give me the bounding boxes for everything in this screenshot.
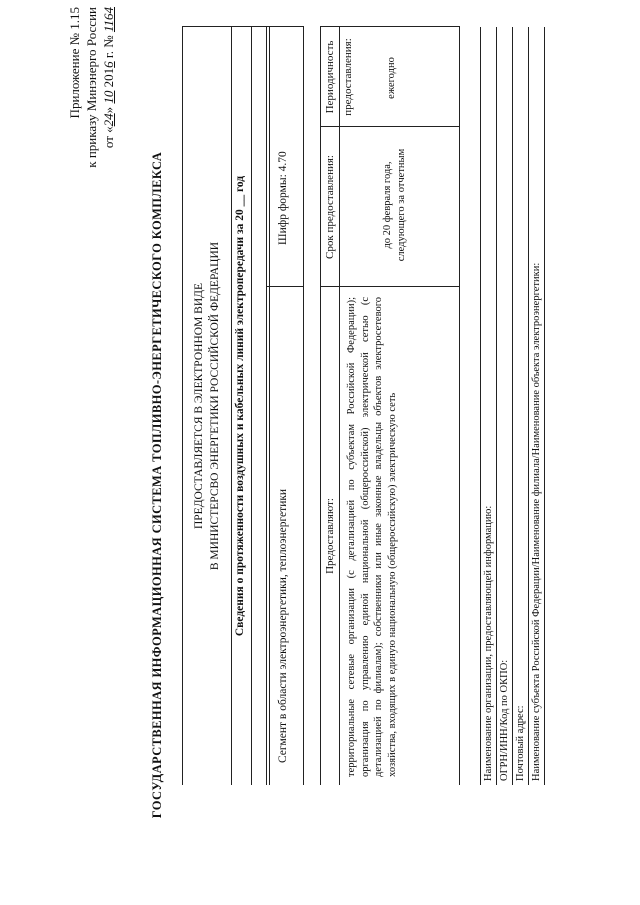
column-divider-2	[321, 126, 459, 127]
header-providers: Предоставляют:	[321, 287, 340, 785]
submit-block	[182, 26, 270, 785]
appendix-year-digit: 6	[101, 61, 116, 68]
deadline-text: до 20 февраля года, следующего за отчетным	[382, 148, 407, 262]
appendix-month: 10	[101, 90, 116, 104]
appendix-header	[66, 7, 117, 197]
appendix-day: 24	[101, 113, 116, 127]
appendix-line-2: к приказу Минэнерго России	[84, 7, 99, 168]
main-title: ГОСУДАРСТВЕННАЯ ИНФОРМАЦИОННАЯ СИСТЕМА ТОПЛИВНО-ЭНЕРГЕТИЧЕСКОГО КОМПЛЕКСА	[150, 151, 164, 819]
appendix-number-label: г. №	[101, 32, 116, 62]
organization-info	[480, 27, 545, 785]
submit-line-1: ПРЕДОСТАВЛЯЕТСЯ В ЭЛЕКТРОННОМ ВИДЕ	[193, 282, 205, 530]
header-period: Периодичность предоставления:	[321, 27, 340, 127]
segment-text: Сегмент в области электроэнергетики, теплоэнергетики	[277, 488, 289, 763]
period-text: ежегодно	[386, 57, 397, 99]
appendix-date-close: »	[101, 103, 116, 114]
appendix-number: 1164	[101, 7, 116, 33]
report-title-box	[231, 26, 252, 785]
report-title: Сведения о протяженности воздушных и кабельных линий электропередачи за 20 __ год	[234, 175, 246, 637]
providers-text: территориальные сетевые организации (с детализацией по субъектам Российской Федерации); организация по управлению единой национальной (общероссийской) электрической сетью (с детализацией по филиалам); собственники или иные законные владельцы объектов электросетевого хозяйства, входящих в единую национальную (общероссийскую) электрическую сеть	[346, 297, 398, 777]
info-row-ogrn: ОГРН/ИНН/Код по ОКПО:	[497, 27, 513, 785]
submission-table	[320, 26, 460, 785]
segment-row	[266, 26, 304, 785]
info-row-subject: Наименование субъекта Российской Федерации/Наименование филиала/Наименование объекта электроэнергетики:	[529, 27, 545, 785]
info-row-address: Почтовый адрес:	[513, 27, 529, 785]
info-row-organization: Наименование организации, предоставляющей информацию:	[480, 27, 497, 785]
column-divider-1	[321, 286, 459, 287]
appendix-year-prefix: 201	[101, 67, 116, 91]
appendix-line-1: Приложение № 1.15	[67, 7, 82, 119]
submit-line-2: В МИНИСТЕРСВО ЭНЕРГЕТИКИ РОССИЙСКОЙ ФЕДЕРАЦИИ	[209, 241, 221, 571]
form-code: Шифр формы: 4.70	[277, 151, 289, 245]
appendix-line-3	[100, 7, 117, 197]
appendix-date-open: от «	[101, 126, 116, 149]
header-deadline: Срок предоставления:	[321, 127, 340, 287]
segment-divider	[267, 286, 303, 287]
